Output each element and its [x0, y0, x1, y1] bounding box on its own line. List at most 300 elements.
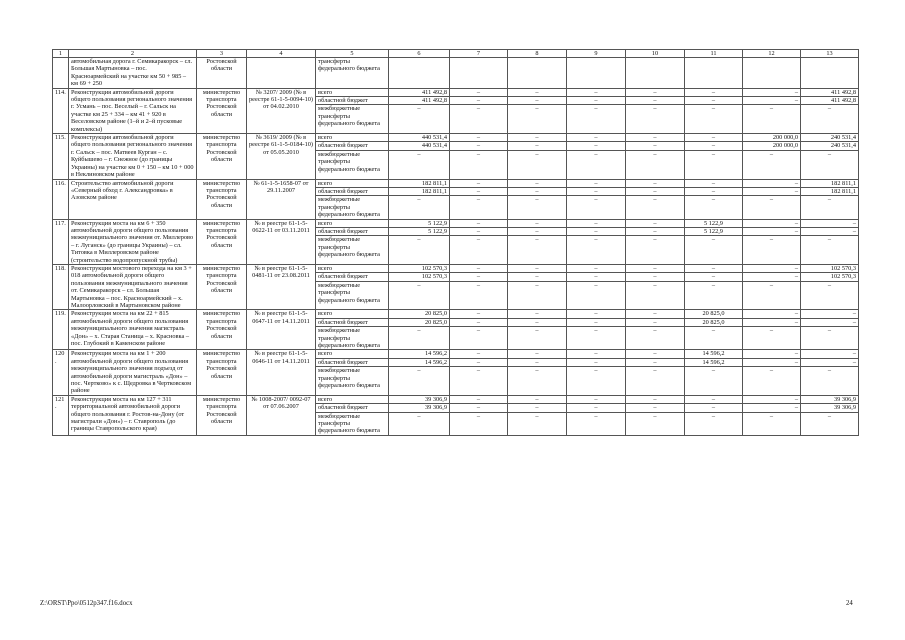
- value: –: [450, 310, 507, 318]
- value: –: [535, 327, 539, 335]
- value: –: [626, 273, 684, 281]
- customer: министерство транспорта Ростовской области: [197, 134, 247, 179]
- value: –: [567, 404, 625, 412]
- value: –: [450, 97, 507, 105]
- value: –: [508, 97, 566, 105]
- object-name: Реконструкция моста на км 1 + 200 автомобильной дороги общего пользования межмуниципального значения подъезд от автомобильной дороги магистраль «Дон» – пос. Чертково» к с. Щедровка в Чертковском районе: [69, 350, 197, 395]
- value-cell: [626, 88, 685, 133]
- funding-source: всего: [316, 265, 388, 273]
- value: –: [567, 359, 625, 367]
- value: –: [476, 367, 481, 375]
- value: 200 000,0: [743, 134, 800, 142]
- item-number: 119.: [53, 310, 69, 350]
- value: 20 825,0: [389, 319, 449, 327]
- value: –: [626, 188, 684, 196]
- value: –: [417, 105, 421, 113]
- value: –: [626, 359, 684, 367]
- value: 5 122,9: [389, 228, 449, 236]
- object-name: Реконструкция моста на км 22 + 815 автомобильной дороги общего пользования межмуниципального значения магистраль «Дон» – х. Старая Станица – х. Красновка – пос. Глубокий в Каменском районе: [69, 310, 197, 350]
- value: –: [567, 396, 625, 404]
- value-cell: [508, 134, 567, 179]
- value: 182 811,1: [801, 188, 858, 196]
- value-cell: [743, 219, 801, 264]
- value: –: [508, 134, 566, 142]
- value: –: [417, 412, 421, 420]
- value: –: [743, 310, 800, 318]
- value-cell: [508, 350, 567, 395]
- funding-source: межбюджетные трансферты федерального бюджета: [318, 105, 380, 128]
- column-header: 10: [626, 50, 685, 58]
- value: –: [827, 196, 832, 204]
- value-cell: [389, 219, 450, 264]
- value-cell: [801, 219, 859, 264]
- value: –: [417, 150, 421, 158]
- value-cell: [626, 395, 685, 435]
- value: –: [827, 150, 832, 158]
- value: –: [743, 188, 800, 196]
- value-cell: [685, 179, 743, 219]
- value: –: [567, 319, 625, 327]
- value: –: [685, 180, 742, 188]
- value: –: [685, 142, 742, 150]
- value: –: [685, 188, 742, 196]
- value: –: [743, 180, 800, 188]
- value: –: [508, 396, 566, 404]
- value-cell: [743, 350, 801, 395]
- value: –: [417, 236, 421, 244]
- value-cell: [626, 310, 685, 350]
- column-header: 12: [743, 50, 801, 58]
- value-cell: [801, 88, 859, 133]
- table-row: [53, 134, 859, 179]
- value: –: [508, 180, 566, 188]
- funding-sources: [316, 219, 389, 264]
- value-cell: [801, 264, 859, 309]
- value: –: [450, 228, 507, 236]
- value: 39 306,9: [801, 396, 858, 404]
- funding-sources: [316, 134, 389, 179]
- value: –: [801, 359, 858, 367]
- column-header: 2: [69, 50, 197, 58]
- value: –: [743, 359, 800, 367]
- value: –: [685, 89, 742, 97]
- table-row: [53, 219, 859, 264]
- column-header: 13: [801, 50, 859, 58]
- value: –: [508, 220, 566, 228]
- value: 14 596,2: [685, 359, 742, 367]
- value: 39 306,9: [801, 404, 858, 412]
- funding-source: всего: [316, 310, 388, 318]
- value: –: [711, 367, 716, 375]
- value: –: [567, 89, 625, 97]
- item-number: 115.: [53, 134, 69, 179]
- value: –: [508, 319, 566, 327]
- value: 411 492,8: [801, 97, 858, 105]
- value: –: [508, 350, 566, 358]
- document-number: № в реестре 61-1-5-0481-11 от 23.08.2011: [247, 264, 316, 309]
- column-header: 8: [508, 50, 567, 58]
- value-cell: [685, 264, 743, 309]
- value-cell: [450, 310, 508, 350]
- value-cell: [567, 88, 626, 133]
- object-name: Реконструкция автомобильной дороги общего пользования регионального значения г. Сальск – пос. Матвеев Курган – с. Куйбышево – г. Снежное (до границы Украины) на участке км 0 + 150 – км 10 + 000 в Неклиновском районе: [69, 134, 197, 179]
- table-row: [53, 58, 859, 89]
- value: –: [535, 236, 539, 244]
- item-number: 117.: [53, 219, 69, 264]
- value: –: [476, 327, 481, 335]
- value: 440 531,4: [389, 142, 449, 150]
- value-cell: [450, 350, 508, 395]
- value: –: [567, 134, 625, 142]
- table-row: [53, 395, 859, 435]
- value: –: [476, 150, 481, 158]
- value: –: [743, 228, 800, 236]
- value-cell: [626, 58, 685, 89]
- customer: Ростовской области: [197, 58, 247, 89]
- value-cell: [450, 58, 508, 89]
- table-row: [53, 310, 859, 350]
- column-header: 11: [685, 50, 743, 58]
- table-row: [53, 350, 859, 395]
- funding-sources: [316, 350, 389, 395]
- item-number: 118.: [53, 264, 69, 309]
- value: –: [653, 236, 657, 244]
- value: –: [450, 134, 507, 142]
- value: –: [743, 350, 800, 358]
- funding-source: областной бюджет: [316, 97, 388, 105]
- value: –: [769, 196, 774, 204]
- value: 102 570,3: [389, 265, 449, 273]
- value: –: [508, 404, 566, 412]
- funding-source: областной бюджет: [316, 319, 388, 327]
- value: –: [626, 310, 684, 318]
- value: –: [535, 367, 539, 375]
- value: –: [567, 142, 625, 150]
- value-cell: [450, 88, 508, 133]
- value-cell: [743, 395, 801, 435]
- value-cell: [685, 219, 743, 264]
- value-cell: [389, 134, 450, 179]
- funding-sources: [316, 88, 389, 133]
- funding-source: межбюджетные трансферты федерального бюджета: [318, 412, 380, 435]
- value: –: [450, 180, 507, 188]
- value: –: [743, 265, 800, 273]
- funding-source: межбюджетные трансферты федерального бюджета: [318, 281, 380, 304]
- value-cell: [626, 219, 685, 264]
- funding-sources: [316, 395, 389, 435]
- value: 182 811,1: [389, 188, 449, 196]
- value-cell: [389, 395, 450, 435]
- value: –: [743, 97, 800, 105]
- value: –: [685, 404, 742, 412]
- value: –: [535, 105, 539, 113]
- funding-source: всего: [316, 396, 388, 404]
- value: –: [769, 281, 774, 289]
- value: –: [567, 273, 625, 281]
- value-cell: [389, 310, 450, 350]
- value: –: [626, 319, 684, 327]
- value: –: [450, 396, 507, 404]
- value: –: [535, 281, 539, 289]
- value: 182 811,1: [801, 180, 858, 188]
- value: –: [801, 228, 858, 236]
- value: –: [711, 150, 716, 158]
- value: –: [769, 105, 774, 113]
- value-cell: [508, 88, 567, 133]
- value: –: [685, 396, 742, 404]
- header-row: [53, 50, 859, 58]
- table-row: [53, 179, 859, 219]
- column-header: 7: [450, 50, 508, 58]
- item-number: [53, 58, 69, 89]
- document-number: № 3207/ 2009 (№ в реестре 61-1-5-0094-10) от 04.02.2010: [247, 88, 316, 133]
- value: –: [769, 367, 774, 375]
- column-header: 6: [389, 50, 450, 58]
- value-cell: [743, 310, 801, 350]
- value: –: [743, 404, 800, 412]
- object-name: автомобильная дорога г. Семикаракорск – сл. Большая Мартыновка – пос. Красноармейский на участке км 50 + 985 – км 69 + 250: [69, 58, 197, 89]
- value: –: [450, 188, 507, 196]
- customer: министерство транспорта Ростовской области: [197, 310, 247, 350]
- value-cell: [743, 179, 801, 219]
- value: –: [594, 281, 598, 289]
- value: –: [769, 327, 774, 335]
- value-cell: [801, 310, 859, 350]
- funding-sources: [316, 264, 389, 309]
- value-cell: [685, 58, 743, 89]
- value: –: [594, 150, 598, 158]
- document-number: № в реестре 61-1-5-0622-11 от 03.11.2011: [247, 219, 316, 264]
- page-number: 24: [846, 600, 853, 607]
- value: –: [535, 150, 539, 158]
- value: –: [827, 281, 832, 289]
- value: –: [801, 319, 858, 327]
- customer: министерство транспорта Ростовской области: [197, 350, 247, 395]
- value: –: [508, 359, 566, 367]
- value: –: [711, 196, 716, 204]
- funding-source: областной бюджет: [316, 359, 388, 367]
- value-cell: [389, 179, 450, 219]
- value: –: [653, 105, 657, 113]
- value-cell: [389, 88, 450, 133]
- value: –: [450, 142, 507, 150]
- value-cell: [508, 219, 567, 264]
- table-row: [53, 88, 859, 133]
- value-cell: [389, 58, 450, 89]
- value: –: [417, 327, 421, 335]
- value-cell: [389, 350, 450, 395]
- value: –: [476, 412, 481, 420]
- funding-source: областной бюджет: [316, 188, 388, 196]
- value-cell: [508, 264, 567, 309]
- value: –: [417, 281, 421, 289]
- column-header: 3: [197, 50, 247, 58]
- value: –: [508, 188, 566, 196]
- document-number: [247, 58, 316, 89]
- value: –: [743, 319, 800, 327]
- value: –: [567, 350, 625, 358]
- file-path: Z:\ORST\Ppo\0512p347.f16.docx: [40, 600, 133, 607]
- value-cell: [508, 395, 567, 435]
- value: –: [567, 180, 625, 188]
- value: –: [653, 367, 657, 375]
- column-header: 4: [247, 50, 316, 58]
- value-cell: [801, 350, 859, 395]
- funding-source: всего: [316, 220, 388, 228]
- value: –: [626, 265, 684, 273]
- value: 411 492,8: [801, 89, 858, 97]
- value: –: [769, 150, 774, 158]
- value: –: [626, 396, 684, 404]
- value: –: [827, 367, 832, 375]
- value: –: [769, 412, 774, 420]
- funding-source: всего: [316, 350, 388, 358]
- value: 440 531,4: [389, 134, 449, 142]
- value: 200 000,0: [743, 142, 800, 150]
- value: –: [508, 265, 566, 273]
- value: –: [594, 105, 598, 113]
- value-cell: [450, 264, 508, 309]
- object-name: Строительство автомобильной дороги «Северный обход г. Александровка» в Азовском районе: [69, 179, 197, 219]
- value: –: [626, 89, 684, 97]
- value: –: [626, 180, 684, 188]
- value: –: [567, 265, 625, 273]
- value-cell: [626, 134, 685, 179]
- object-name: Реконструкция моста на км 127 + 311 территориальной автомобильной дороги общего пользования г. Ростов-на-Дону (от магистрали «Дон») – г. Ставрополь (до границы Ставропольского края): [69, 395, 197, 435]
- value: –: [711, 281, 716, 289]
- funding-source: всего: [316, 180, 388, 188]
- value-cell: [450, 134, 508, 179]
- value: 20 825,0: [685, 319, 742, 327]
- value: –: [626, 220, 684, 228]
- value: –: [508, 89, 566, 97]
- value: –: [685, 97, 742, 105]
- value-cell: [450, 395, 508, 435]
- value: –: [685, 134, 742, 142]
- value: 102 570,3: [389, 273, 449, 281]
- value-cell: [743, 58, 801, 89]
- value: –: [685, 273, 742, 281]
- value-cell: [801, 179, 859, 219]
- value: –: [801, 350, 858, 358]
- value-cell: [801, 58, 859, 89]
- value-cell: [685, 88, 743, 133]
- value: –: [476, 105, 481, 113]
- value-cell: [626, 179, 685, 219]
- value: 102 570,3: [801, 265, 858, 273]
- value-cell: [567, 395, 626, 435]
- value: –: [769, 236, 774, 244]
- value: 102 570,3: [801, 273, 858, 281]
- value: –: [653, 196, 657, 204]
- value: 14 596,2: [389, 350, 449, 358]
- value: –: [626, 228, 684, 236]
- value-cell: [508, 310, 567, 350]
- value: –: [450, 359, 507, 367]
- value-cell: [450, 219, 508, 264]
- value: –: [594, 236, 598, 244]
- value: –: [450, 404, 507, 412]
- budget-table: [52, 49, 859, 436]
- funding-source: межбюджетные трансферты федерального бюджета: [318, 327, 380, 349]
- item-number: 114.: [53, 88, 69, 133]
- value: –: [743, 273, 800, 281]
- value: –: [535, 196, 539, 204]
- funding-source: областной бюджет: [316, 142, 388, 150]
- document-number: № в реестре 61-1-5-0646-11 от 14.11.2011: [247, 350, 316, 395]
- value: –: [417, 367, 421, 375]
- value: –: [626, 97, 684, 105]
- value: 39 306,9: [389, 396, 449, 404]
- customer: министерство транспорта Ростовской области: [197, 88, 247, 133]
- column-header: 5: [316, 50, 389, 58]
- document-number: № 61-1-5-1658-07 от 29.11.2007: [247, 179, 316, 219]
- value-cell: [389, 264, 450, 309]
- value-cell: [685, 395, 743, 435]
- customer: министерство транспорта Ростовской области: [197, 219, 247, 264]
- value: 411 492,8: [389, 97, 449, 105]
- funding-sources: [316, 58, 389, 89]
- value-cell: [567, 134, 626, 179]
- value-cell: [567, 219, 626, 264]
- value: –: [801, 310, 858, 318]
- value-cell: [685, 310, 743, 350]
- value: –: [476, 196, 481, 204]
- value-cell: [567, 264, 626, 309]
- value: –: [567, 220, 625, 228]
- value: 5 122,9: [389, 220, 449, 228]
- object-name: Реконструкция моста на км 6 + 350 автомобильной дороги общего пользования межмуниципального значения от. Миллерово – г. Луганск» (до границы Украины) – сл. Титовка в Миллеровском районе (строительство водопропускной трубы): [69, 219, 197, 264]
- value: –: [508, 228, 566, 236]
- value: –: [827, 236, 832, 244]
- column-header: 1: [53, 50, 69, 58]
- value: 14 596,2: [389, 359, 449, 367]
- value: –: [711, 327, 716, 335]
- value-cell: [567, 350, 626, 395]
- funding-source: межбюджетные трансферты федерального бюджета: [318, 196, 380, 219]
- value: –: [567, 97, 625, 105]
- value: –: [508, 310, 566, 318]
- value-cell: [685, 350, 743, 395]
- value-cell: [508, 179, 567, 219]
- funding-source: межбюджетные трансферты федерального бюджета: [318, 150, 380, 173]
- value: –: [685, 265, 742, 273]
- document-number: № 1008-2007/ 0092-07 от 07.06.2007: [247, 395, 316, 435]
- value: 240 531,4: [801, 134, 858, 142]
- value-cell: [626, 264, 685, 309]
- funding-source: областной бюджет: [316, 273, 388, 281]
- value: –: [567, 310, 625, 318]
- funding-sources: [316, 179, 389, 219]
- value: –: [450, 89, 507, 97]
- value: –: [594, 412, 598, 420]
- value: –: [476, 236, 481, 244]
- value: –: [626, 142, 684, 150]
- value: –: [711, 412, 716, 420]
- value: –: [743, 220, 800, 228]
- funding-source: трансферты федерального бюджета: [318, 58, 380, 73]
- object-name: Реконструкция автомобильной дороги общего пользования регионального значения г. Усмань – пос. Веселый – г. Сальск на участке км 25 + 334 – км 41 + 920 в Веселовском районе (1–й и 2–й пусковые комплексы): [69, 88, 197, 133]
- value-cell: [801, 134, 859, 179]
- value: –: [508, 142, 566, 150]
- value-cell: [626, 350, 685, 395]
- value: –: [417, 196, 421, 204]
- value-cell: [567, 310, 626, 350]
- customer: министерство транспорта Ростовской области: [197, 264, 247, 309]
- object-name: Реконструкция мостового перехода на км 3 + 018 автомобильной дороги общего пользования межмуниципального значения от. Семикаракорск – сл. Большая Мартыновка – пос. Красноармейский – х. Малоорловский в Мартыновском районе: [69, 264, 197, 309]
- item-number: 121.: [53, 395, 69, 435]
- value: –: [508, 273, 566, 281]
